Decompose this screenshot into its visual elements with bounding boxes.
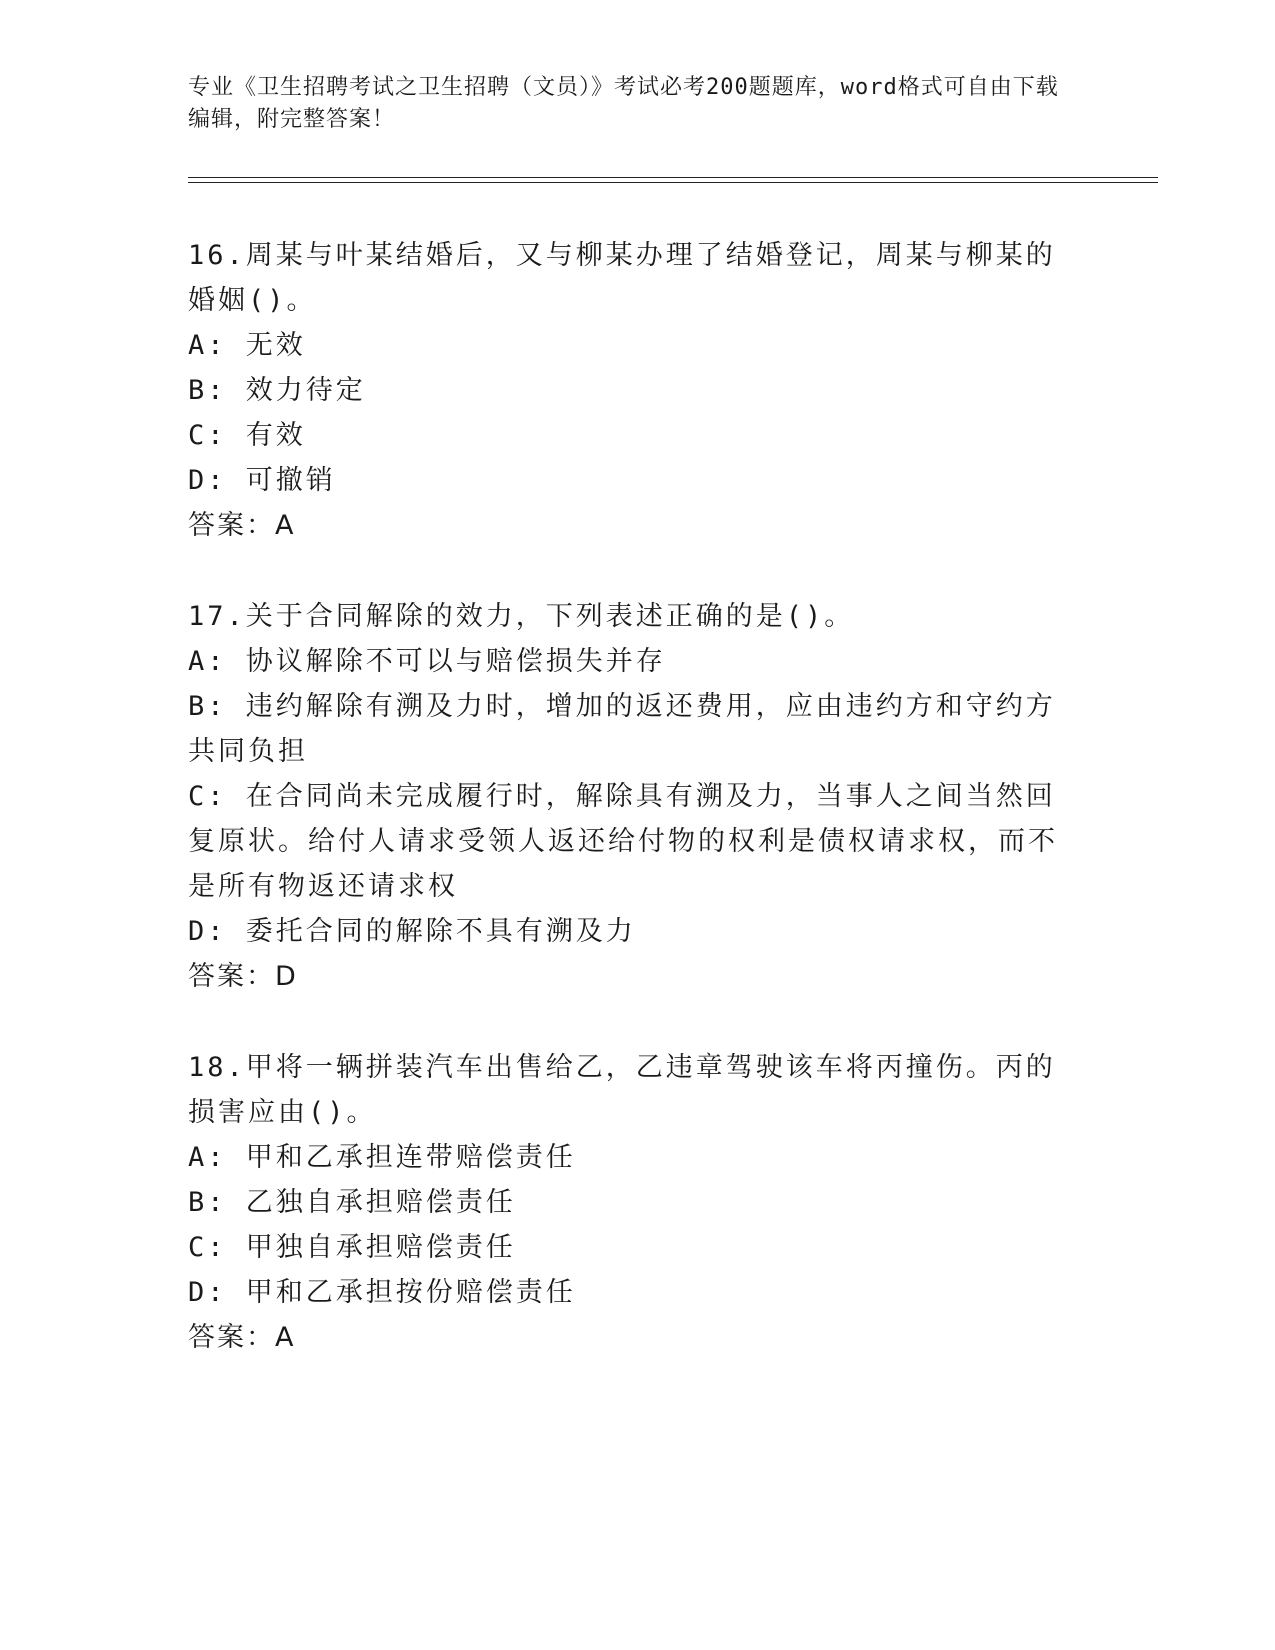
option-b: B: 乙独自承担赔偿责任 bbox=[188, 1187, 516, 1218]
option-c: C: 在合同尚未完成履行时，解除具有溯及力，当事人之间当然回复原状。给付人请求受领人返还给付物的权利是债权请求权，而不是所有物返还请求权 bbox=[188, 781, 1058, 902]
header-divider-bottom bbox=[188, 182, 1158, 183]
question-16 bbox=[188, 233, 1068, 548]
option-a: A: 协议解除不可以与赔偿损失并存 bbox=[188, 646, 666, 677]
question-list bbox=[188, 233, 1068, 1406]
answer-label: 答案：A bbox=[188, 1322, 296, 1353]
option-a: A: 无效 bbox=[188, 330, 306, 361]
header-divider-top bbox=[188, 177, 1158, 178]
option-a: A: 甲和乙承担连带赔偿责任 bbox=[188, 1142, 576, 1173]
option-c: C: 有效 bbox=[188, 420, 306, 451]
question-stem: 16.周某与叶某结婚后，又与柳某办理了结婚登记，周某与柳某的婚姻()。 bbox=[188, 240, 1056, 316]
question-18 bbox=[188, 1045, 1068, 1360]
option-d: D: 委托合同的解除不具有溯及力 bbox=[188, 916, 636, 947]
option-b: B: 效力待定 bbox=[188, 375, 366, 406]
question-stem: 18.甲将一辆拼装汽车出售给乙，乙违章驾驶该车将丙撞伤。丙的损害应由()。 bbox=[188, 1052, 1056, 1128]
option-c: C: 甲独自承担赔偿责任 bbox=[188, 1232, 516, 1263]
answer-label: 答案：A bbox=[188, 510, 296, 541]
option-b: B: 违约解除有溯及力时，增加的返还费用，应由违约方和守约方共同负担 bbox=[188, 691, 1056, 767]
document-header: 专业《卫生招聘考试之卫生招聘（文员）》考试必考200题题库，word格式可自由下载编辑，附完整答案！ bbox=[188, 75, 1059, 132]
option-d: D: 可撤销 bbox=[188, 465, 336, 496]
question-stem: 17.关于合同解除的效力，下列表述正确的是()。 bbox=[188, 601, 855, 632]
question-17 bbox=[188, 594, 1068, 999]
option-d: D: 甲和乙承担按份赔偿责任 bbox=[188, 1277, 576, 1308]
answer-label: 答案：D bbox=[188, 961, 298, 992]
